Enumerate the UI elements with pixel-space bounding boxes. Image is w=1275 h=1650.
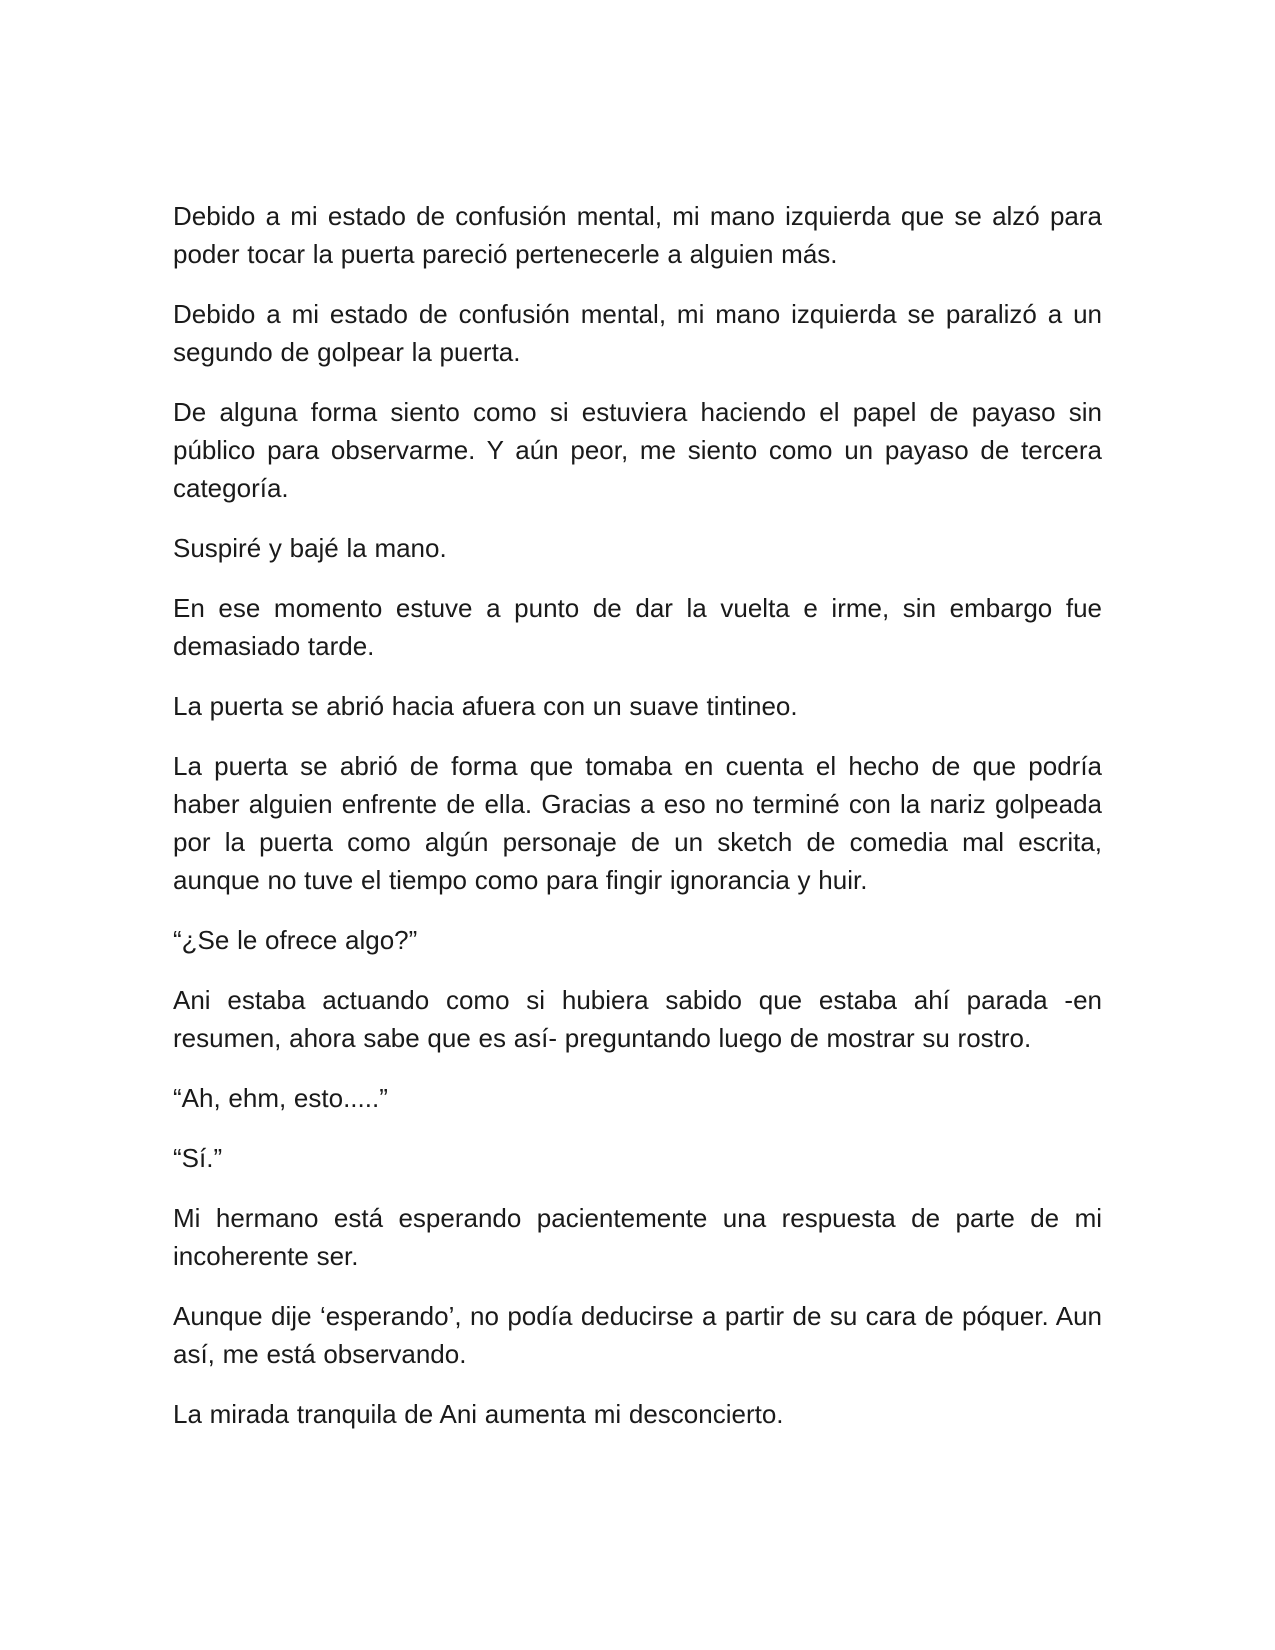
paragraph-13: Aunque dije ‘esperando’, no podía deducirse a partir de su cara de póquer. Aun así, me está observando.: [173, 1301, 1102, 1369]
paragraph-14: La mirada tranquila de Ani aumenta mi desconcierto.: [173, 1399, 784, 1429]
dialogue-line-3: “Sí.”: [173, 1143, 223, 1173]
paragraph-3: De alguna forma siento como si estuviera haciendo el papel de payaso sin público para observarme. Y aún peor, me siento como un payaso de tercera categoría.: [173, 397, 1102, 503]
dialogue-line-1: “¿Se le ofrece algo?”: [173, 925, 418, 955]
dialogue-line-2: “Ah, ehm, esto.....”: [173, 1083, 388, 1113]
paragraph-2: Debido a mi estado de confusión mental, mi mano izquierda se paralizó a un segundo de golpear la puerta.: [173, 299, 1102, 367]
paragraph-6: La puerta se abrió hacia afuera con un suave tintineo.: [173, 691, 798, 721]
paragraph-5: En ese momento estuve a punto de dar la vuelta e irme, sin embargo fue demasiado tarde.: [173, 593, 1102, 661]
paragraph-9: Ani estaba actuando como si hubiera sabido que estaba ahí parada -en resumen, ahora sabe que es así- preguntando luego de mostrar su rostro.: [173, 985, 1102, 1053]
paragraph-7: La puerta se abrió de forma que tomaba en cuenta el hecho de que podría haber alguien enfrente de ella. Gracias a eso no terminé con la nariz golpeada por la puerta como algún personaje de un sketch de comedia mal escrita, aunque no tuve el tiempo como para fingir ignorancia y huir.: [173, 751, 1102, 895]
paragraph-12: Mi hermano está esperando pacientemente una respuesta de parte de mi incoherente ser.: [173, 1203, 1102, 1271]
paragraph-4: Suspiré y bajé la mano.: [173, 533, 447, 563]
paragraph-1: Debido a mi estado de confusión mental, mi mano izquierda que se alzó para poder tocar la puerta pareció pertenecerle a alguien más.: [173, 201, 1102, 269]
